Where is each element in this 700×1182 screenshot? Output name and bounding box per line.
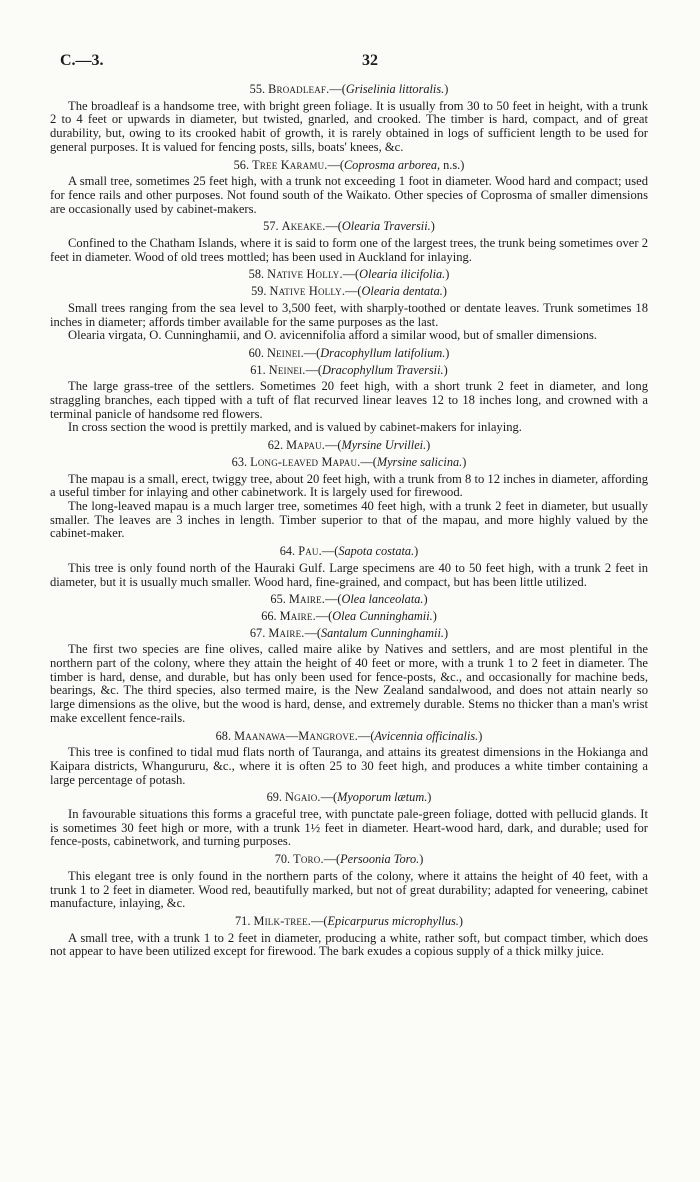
entry-heading <box>50 593 648 607</box>
entry-heading <box>50 730 648 744</box>
heading-separator: —( <box>311 913 328 928</box>
entry-heading <box>50 268 648 282</box>
entry-paragraph: The long-leaved mapau is a much larger tree, sometimes 40 feet high, with a trunk 2 feet in diameter, but usually smaller. The leaves are 3 inches in length. Timber superior to that of the mapau, and more highly valued by the cabinet-maker. <box>50 498 648 541</box>
latin-name: Persoonia Toro. <box>340 852 420 867</box>
entry-heading <box>50 364 648 378</box>
entry-heading <box>50 853 648 867</box>
entry-paragraph: Olearia virgata, O. Cunninghamii, and O. avicennifolia afford a similar wood, but of smaller dimensions. <box>68 328 598 343</box>
common-name: Pau. <box>298 544 322 559</box>
entry-number: 57. <box>263 219 279 234</box>
heading-separator: —( <box>325 438 342 453</box>
page-content <box>50 79 648 959</box>
entry-number: 58. <box>248 267 265 282</box>
entry-paragraph: In cross section the wood is prettily marked, and is valued by cabinet-makers for inlaying. <box>68 420 522 435</box>
entry-paragraph: This tree is confined to tidal mud flats north of Tauranga, and attains its greatest dimensions in the Hokianga and Kaipara districts, Whangururu, &c., where it is often 25 to 30 feet high, and produces a white timber containing a large percentage of potash. <box>50 745 648 787</box>
common-name: Tree Karamu. <box>252 157 328 172</box>
entry-number: 60. <box>248 345 264 360</box>
heading-close: ) <box>445 267 450 282</box>
page-number: 32 <box>362 52 378 69</box>
entry-number: 64. <box>279 544 296 559</box>
entry-heading <box>50 439 648 453</box>
heading-separator: —( <box>329 82 346 96</box>
species-entry <box>50 791 648 849</box>
heading-close: n.s.) <box>440 157 465 172</box>
heading-close: ) <box>444 82 449 96</box>
latin-name: Olearia ilicifolia. <box>359 267 446 282</box>
latin-name: Epicarpurus microphyllus. <box>327 913 459 928</box>
entry-paragraph: The large grass-tree of the settlers. Sometimes 20 feet high, with a short trunk 2 feet in diameter, and long straggling branches, each tipped with a tuft of flat recurved linear leaves 12 to 18 inches long, and crowned with a terminal panicle of handsome red flowers. <box>50 379 648 421</box>
entry-heading <box>50 545 648 559</box>
latin-name: Olea lanceolata. <box>341 592 424 607</box>
heading-separator: —( <box>305 362 322 377</box>
heading-close: ) <box>430 219 435 234</box>
species-entry <box>50 730 648 788</box>
latin-name: Olearia Traversii. <box>341 219 431 234</box>
common-name: Broadleaf. <box>268 82 330 96</box>
entry-paragraph: This tree is only found north of the Hauraki Gulf. Large specimens are 40 to 50 feet high, with a trunk 2 feet in diameter, but it is usually much smaller. Wood hard, fine-grained, and compact, but has been little utilized. <box>50 560 648 589</box>
heading-separator: —( <box>360 454 377 469</box>
heading-close: ) <box>443 625 449 640</box>
species-entry <box>50 915 648 959</box>
entry-number: 63. <box>231 454 248 469</box>
heading-separator: —( <box>345 284 362 299</box>
heading-close: ) <box>426 438 431 453</box>
entry-heading <box>50 627 648 641</box>
species-entry <box>50 220 648 264</box>
entry-paragraph: The broadleaf is a handsome tree, with bright green foliage. It is usually from 30 to 50 feet in height, with a trunk 2 to 4 feet or upwards in diameter, but twisted, gnarled, and crooked. The timber is hard, compact, and of great durability, but, owing to its crooked habit of growth, it is rarely obtained in logs of sufficient length to be used for general purposes. It is valued for fencing posts, sills, boats' knees, &c. <box>50 98 648 154</box>
heading-close: ) <box>458 913 463 928</box>
heading-separator: —( <box>321 544 339 559</box>
species-entry <box>50 347 648 435</box>
common-name: Maanawa—Mangrove. <box>234 728 359 743</box>
latin-name: Santalum Cunninghamii. <box>320 625 444 640</box>
heading-close: ) <box>462 454 467 469</box>
entry-heading <box>50 83 648 97</box>
entry-number: 67. <box>249 625 266 640</box>
entry-number: 69. <box>266 790 282 805</box>
common-name: Mapau. <box>286 438 326 453</box>
entry-paragraph: Confined to the Chatham Islands, where it is said to form one of the largest trees, the trunk being sometimes over 2 feet in diameter. Wood of old trees mottled; has been used in Auckland for inlaying. <box>50 236 649 264</box>
entry-heading <box>50 220 648 234</box>
species-entry <box>50 853 648 911</box>
common-name: Ngaio. <box>285 790 321 805</box>
entry-paragraph: The mapau is a small, erect, twiggy tree, about 20 feet high, with a trunk from 8 to 12 inches in diameter, affording a useful timber for inlaying and other cabinetwork. It is largely used for firewood. <box>50 471 648 500</box>
entry-paragraph: The first two species are fine olives, called maire alike by Natives and settlers, and are most plentiful in the northern part of the colony, where they attain the height of 40 feet or more, with a trunk 1 to 2 feet in diameter. The timber is hard, dense, and durable, but has only been used for fence-posts, &c., and occasionally for machine beds, bearings, &c. The third species, also termed maire, is the New Zealand sandalwood, and does not attain nearly so large dimensions as the olive, but the wood is hard, dense, and extremely durable. Stems no thicker than a man's wrist make excellent fence-rails. <box>50 642 648 725</box>
common-name: Maire. <box>288 592 326 607</box>
species-entry <box>50 593 648 725</box>
heading-close: ) <box>432 608 437 623</box>
common-name: Long-leaved Mapau. <box>250 454 361 469</box>
heading-separator: —( <box>303 345 321 360</box>
entry-paragraph: Small trees ranging from the sea level to 3,500 feet, with sharply-toothed or dentate leaves. Trunk sometimes 18 inches in diameter; affords timber available for the same purposes as the last. <box>50 300 648 329</box>
entry-number: 68. <box>215 728 232 743</box>
entry-number: 66. <box>261 608 277 623</box>
entry-number: 55. <box>249 82 266 96</box>
heading-separator: —( <box>323 852 341 867</box>
document-reference: C.—3. <box>60 52 104 69</box>
common-name: Maire. <box>268 625 305 640</box>
entry-heading <box>50 610 648 624</box>
species-entry <box>50 268 648 343</box>
entry-number: 71. <box>235 913 251 928</box>
latin-name: Myrsine Urvillei. <box>341 438 427 453</box>
entry-number: 62. <box>267 438 284 453</box>
species-entry <box>50 439 648 541</box>
species-entry <box>50 83 648 155</box>
species-entry <box>50 159 648 217</box>
latin-name: Dracophyllum Traversii. <box>321 362 444 377</box>
entry-heading <box>50 347 648 361</box>
heading-close: ) <box>427 790 432 805</box>
entry-number: 61. <box>250 362 266 377</box>
heading-separator: —( <box>327 157 344 172</box>
common-name: Akeake. <box>281 219 326 234</box>
common-name: Milk-tree. <box>253 913 312 928</box>
entry-paragraph: A small tree, with a trunk 1 to 2 feet in diameter, producing a white, rather soft, but compact timber, which does not appear to have been utilized except for firewood. The bark exudes a copious supply of a thick milky juice. <box>50 930 648 959</box>
latin-name: Olea Cunninghamii. <box>332 608 433 623</box>
entry-heading <box>50 159 648 173</box>
heading-close: ) <box>419 852 424 867</box>
heading-close: ) <box>423 592 428 607</box>
heading-close: ) <box>442 284 447 299</box>
heading-separator: —( <box>325 592 342 607</box>
common-name: Neinei. <box>268 362 306 377</box>
heading-separator: —( <box>315 608 333 623</box>
heading-close: ) <box>478 728 483 743</box>
heading-separator: —( <box>320 790 338 805</box>
entry-heading <box>50 456 648 470</box>
latin-name: Sapota costata. <box>338 544 415 559</box>
heading-close: ) <box>414 544 419 559</box>
common-name: Maire. <box>279 608 316 623</box>
entry-heading <box>50 791 648 805</box>
latin-name: Myoporum lætum. <box>337 790 428 805</box>
common-name: Neinei. <box>267 345 304 360</box>
entry-heading <box>50 285 648 299</box>
heading-separator: —( <box>304 625 321 640</box>
heading-separator: —( <box>358 728 375 743</box>
common-name: Toro. <box>293 852 324 867</box>
latin-name: Coprosma arborea, <box>343 157 441 172</box>
latin-name: Olearia dentata. <box>361 284 443 299</box>
heading-close: ) <box>445 345 450 360</box>
entry-number: 56. <box>233 157 250 172</box>
latin-name: Avicennia officinalis. <box>374 728 479 743</box>
species-entry <box>50 545 648 589</box>
entry-number: 59. <box>251 284 267 299</box>
common-name: Native Holly. <box>269 284 346 299</box>
entry-paragraph: A small tree, sometimes 25 feet high, with a trunk not exceeding 1 foot in diameter. Wood hard and compact; used for fence rails and other purposes. Not found south of the Waikato. Other species of Coprosma of smaller dimensions are occasionally used by cabinet-makers. <box>50 174 648 216</box>
entry-number: 65. <box>270 592 286 607</box>
heading-separator: —( <box>342 267 360 282</box>
latin-name: Griselinia littoralis. <box>345 82 445 96</box>
latin-name: Myrsine salicina. <box>376 454 463 469</box>
heading-close: ) <box>443 362 448 377</box>
entry-number: 70. <box>274 852 291 867</box>
entry-heading <box>50 915 648 929</box>
page-header <box>60 52 648 74</box>
entry-paragraph: This elegant tree is only found in the northern parts of the colony, where it attains the height of 40 feet, with a trunk 1 to 2 feet in diameter. Wood red, beautifully marked, but not of great durability; adapted for veneering, cabinet manufacture, inlaying, &c. <box>50 868 648 911</box>
heading-separator: —( <box>325 219 342 234</box>
entry-paragraph: In favourable situations this forms a graceful tree, with punctate pale-green foliage, dotted with pellucid glands. It is sometimes 30 feet high or more, with a trunk 1½ feet in diameter. Heart-wood hard, dark, and durable; used for fence-posts, cabinetwork, and turning purposes. <box>50 807 648 849</box>
common-name: Native Holly. <box>267 267 343 282</box>
latin-name: Dracophyllum latifolium. <box>320 345 446 360</box>
